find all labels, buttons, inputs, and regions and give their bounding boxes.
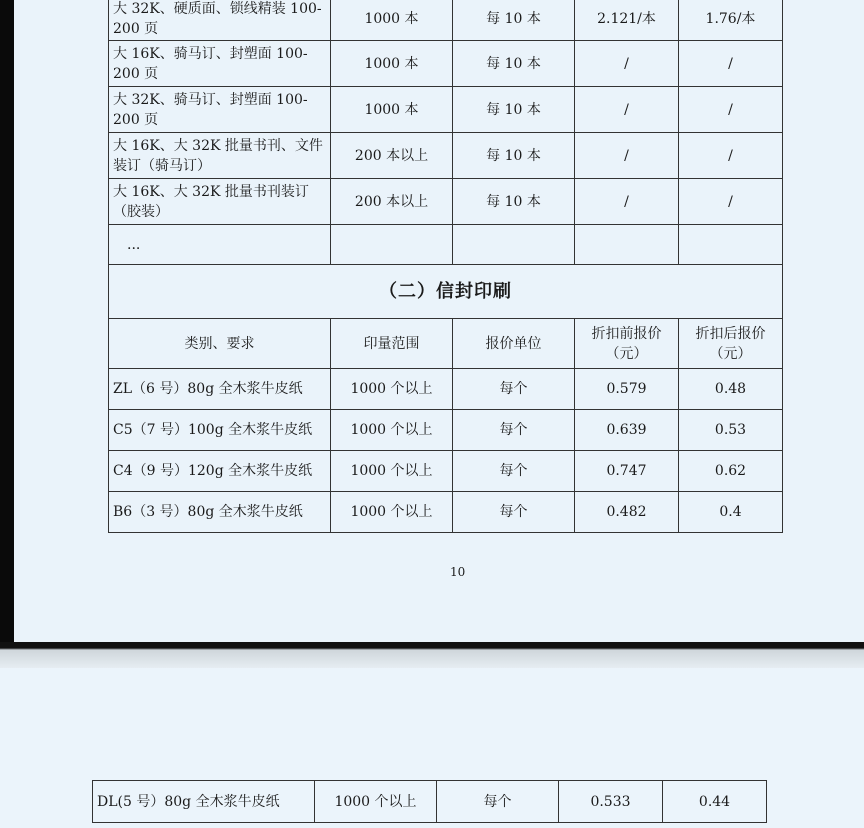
category-cell: 大 16K、骑马订、封塑面 100-200 页 bbox=[109, 41, 331, 87]
category-cell: DL(5 号）80g 全木浆牛皮纸 bbox=[93, 781, 315, 823]
price-before-cell: / bbox=[575, 41, 679, 87]
price-before-cell: / bbox=[575, 179, 679, 225]
unit-cell bbox=[453, 225, 575, 265]
table-row bbox=[109, 492, 783, 533]
price-after-cell: 0.62 bbox=[679, 451, 783, 492]
envelope-table-continued bbox=[92, 780, 767, 823]
document-page-11 bbox=[0, 668, 864, 828]
unit-cell: 每个 bbox=[453, 451, 575, 492]
header-price-before: 折扣前报价（元） bbox=[575, 319, 679, 369]
price-before-cell: 0.579 bbox=[575, 369, 679, 410]
section-title-row bbox=[109, 265, 783, 319]
unit-cell: 每 10 本 bbox=[453, 87, 575, 133]
price-after-cell bbox=[679, 225, 783, 265]
table-row bbox=[109, 369, 783, 410]
range-cell: 200 本以上 bbox=[331, 133, 453, 179]
category-cell: B6（3 号）80g 全木浆牛皮纸 bbox=[109, 492, 331, 533]
table-row bbox=[109, 87, 783, 133]
category-cell: 大 32K、硬质面、锁线精装 100-200 页 bbox=[109, 0, 331, 41]
price-after-cell: / bbox=[679, 133, 783, 179]
table-row bbox=[93, 781, 767, 823]
category-cell: C4（9 号）120g 全木浆牛皮纸 bbox=[109, 451, 331, 492]
range-cell: 1000 个以上 bbox=[331, 369, 453, 410]
range-cell: 1000 本 bbox=[331, 41, 453, 87]
page-number: 10 bbox=[450, 565, 466, 579]
table-row bbox=[109, 179, 783, 225]
unit-cell: 每个 bbox=[453, 492, 575, 533]
table-row bbox=[109, 410, 783, 451]
price-before-cell: 0.533 bbox=[559, 781, 663, 823]
table-row bbox=[109, 0, 783, 41]
unit-cell: 每个 bbox=[453, 369, 575, 410]
book-binding-table bbox=[108, 0, 783, 533]
category-cell: 大 32K、骑马订、封塑面 100-200 页 bbox=[109, 87, 331, 133]
ellipsis-cell: ... bbox=[109, 225, 331, 265]
header-row bbox=[109, 319, 783, 369]
unit-cell: 每 10 本 bbox=[453, 179, 575, 225]
unit-cell: 每 10 本 bbox=[453, 41, 575, 87]
price-before-cell: / bbox=[575, 133, 679, 179]
range-cell: 1000 本 bbox=[331, 0, 453, 41]
price-before-cell: 0.747 bbox=[575, 451, 679, 492]
page-gap bbox=[0, 642, 864, 668]
price-after-cell: 0.48 bbox=[679, 369, 783, 410]
price-before-cell bbox=[575, 225, 679, 265]
header-unit: 报价单位 bbox=[453, 319, 575, 369]
table-row bbox=[109, 41, 783, 87]
price-after-cell: / bbox=[679, 41, 783, 87]
price-after-cell: 1.76/本 bbox=[679, 0, 783, 41]
table-row bbox=[109, 451, 783, 492]
price-before-cell: 2.121/本 bbox=[575, 0, 679, 41]
category-cell: 大 16K、大 32K 批量书刊、文件装订（骑马订） bbox=[109, 133, 331, 179]
table-row bbox=[109, 133, 783, 179]
range-cell bbox=[331, 225, 453, 265]
header-category: 类别、要求 bbox=[109, 319, 331, 369]
unit-cell: 每 10 本 bbox=[453, 0, 575, 41]
section-title: （二）信封印刷 bbox=[109, 265, 783, 319]
price-before-cell: 0.482 bbox=[575, 492, 679, 533]
range-cell: 1000 个以上 bbox=[315, 781, 437, 823]
price-before-cell: / bbox=[575, 87, 679, 133]
price-after-cell: 0.44 bbox=[663, 781, 767, 823]
category-cell: 大 16K、大 32K 批量书刊装订（胶装） bbox=[109, 179, 331, 225]
range-cell: 1000 个以上 bbox=[331, 492, 453, 533]
unit-cell: 每个 bbox=[437, 781, 559, 823]
range-cell: 1000 个以上 bbox=[331, 451, 453, 492]
unit-cell: 每 10 本 bbox=[453, 133, 575, 179]
range-cell: 1000 个以上 bbox=[331, 410, 453, 451]
range-cell: 1000 本 bbox=[331, 87, 453, 133]
price-after-cell: / bbox=[679, 179, 783, 225]
price-before-cell: 0.639 bbox=[575, 410, 679, 451]
range-cell: 200 本以上 bbox=[331, 179, 453, 225]
header-price-after: 折扣后报价（元） bbox=[679, 319, 783, 369]
document-page-10 bbox=[14, 0, 864, 642]
price-after-cell: 0.4 bbox=[679, 492, 783, 533]
header-range: 印量范围 bbox=[331, 319, 453, 369]
table-row bbox=[109, 225, 783, 265]
unit-cell: 每个 bbox=[453, 410, 575, 451]
price-after-cell: / bbox=[679, 87, 783, 133]
category-cell: ZL（6 号）80g 全木浆牛皮纸 bbox=[109, 369, 331, 410]
category-cell: C5（7 号）100g 全木浆牛皮纸 bbox=[109, 410, 331, 451]
price-after-cell: 0.53 bbox=[679, 410, 783, 451]
